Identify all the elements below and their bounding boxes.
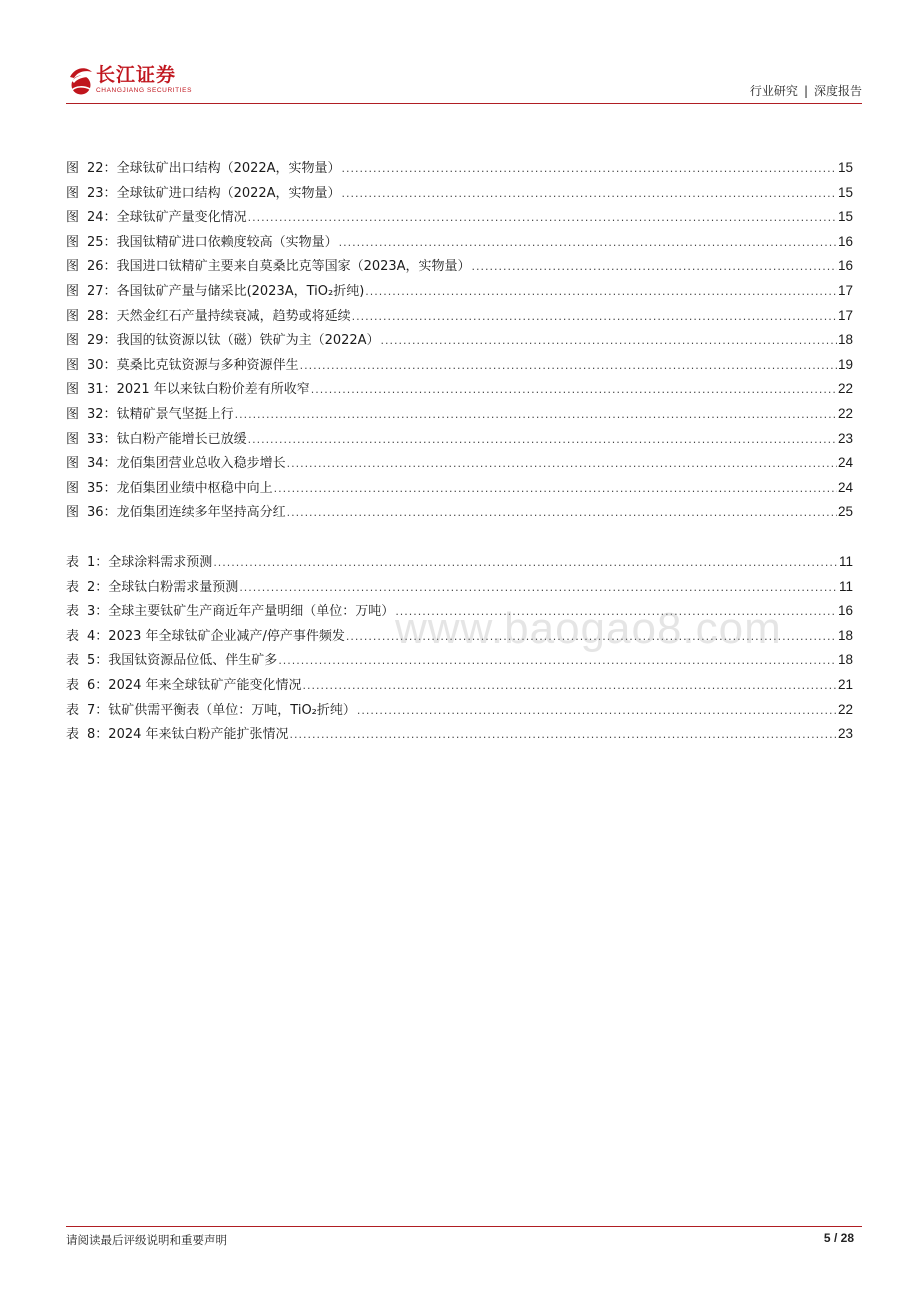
toc-entry-number: 6： [87,677,109,693]
toc-entry-page: 18 [837,652,853,668]
toc-entry-page: 16 [837,258,853,274]
toc-entry-kind: 图 [66,480,80,496]
page-header [66,60,862,104]
table-index-entry[interactable] [66,575,853,600]
figure-index-entry[interactable] [66,476,853,501]
toc-entry-kind: 图 [66,382,80,398]
toc-entry-page: 16 [837,603,853,619]
figure-index-entry[interactable] [66,254,853,279]
toc-leader-dots [342,157,837,182]
toc-leader-dots [290,723,837,748]
figure-index-entry[interactable] [66,353,853,378]
toc-entry-page: 17 [837,307,853,323]
toc-entry-number: 32： [87,406,117,422]
toc-entry-title: 全球涂料需求预测 [108,555,213,570]
toc-entry-kind: 表 [66,579,80,595]
toc-entry-title: 全球钛矿进口结构（2022A，实物量） [116,185,341,201]
toc-entry-page: 15 [837,160,853,175]
toc-entry-title: 2024 年来钛白粉产能扩张情况 [108,727,289,743]
toc-entry-label [66,206,247,231]
table-index-entry[interactable] [66,722,853,747]
toc-entry-number: 26： [87,259,117,275]
toc-leader-dots [248,428,837,453]
toc-entry-title: 我国钛资源品位低、伴生矿多 [108,653,278,669]
toc-entry-number: 5： [87,653,109,669]
table-index-entry[interactable] [66,550,853,575]
toc-entry-number: 34： [87,456,117,472]
toc-entry-page: 25 [837,504,853,520]
figure-index-entry[interactable] [66,402,853,427]
toc-entry-title: 钛矿供需平衡表（单位：万吨，TiO₂折纯） [108,702,356,718]
toc-entry-label [66,403,234,428]
toc-leader-dots [339,231,837,256]
toc-entry-page: 22 [837,381,853,397]
toc-entry-page: 23 [837,430,853,446]
company-name-cn: 长江证券 [96,64,177,86]
toc-leader-dots [239,576,838,601]
toc-entry-label [66,576,238,601]
page-total: 28 [840,1231,854,1245]
toc-entry-page: 22 [837,701,853,717]
toc-leader-dots [365,280,837,305]
toc-entry-kind: 图 [66,308,80,324]
toc-entry-title: 我国钛精矿进口依赖度较高（实物量） [116,234,338,250]
toc-entry-number: 1： [87,555,109,570]
toc-entry-label [66,182,341,207]
toc-entry-title: 各国钛矿产量与储采比(2023A，TiO₂折纯) [116,283,365,299]
toc-entry-label [66,354,299,379]
toc-entry-number: 35： [87,480,117,496]
toc-entry-title: 我国进口钛精矿主要来自莫桑比克等国家（2023A，实物量） [116,259,471,275]
toc-entry-title: 2023 年全球钛矿企业减产/停产事件频发 [108,628,345,644]
toc-entry-title: 我国的钛资源以钛（磁）铁矿为主（2022A） [116,333,380,349]
toc-leader-dots [472,255,837,280]
table-index-entry[interactable] [66,698,853,723]
page-current: 5 [823,1231,831,1245]
toc-entry-kind: 图 [66,456,80,472]
toc-entry-number: 8： [87,727,109,743]
report-category [750,82,862,99]
toc-entry-label [66,378,310,403]
toc-entry-kind: 表 [66,653,80,669]
toc-entry-page: 15 [837,184,853,200]
toc-entry-kind: 图 [66,333,80,349]
toc-entry-label [66,699,356,724]
toc-entry-kind: 表 [66,727,80,743]
toc-entry-kind: 图 [66,505,80,521]
toc-entry-kind: 表 [66,604,80,620]
figure-index-entry[interactable] [66,427,853,452]
toc-entry-page: 21 [837,676,853,692]
figure-index-list [66,156,853,525]
toc-entry-number: 2： [87,579,109,595]
toc-leader-dots [381,329,837,354]
figure-index-entry[interactable] [66,500,853,525]
toc-entry-number: 24： [87,210,117,226]
toc-entry-label [66,280,364,305]
toc-entry-title: 全球主要钛矿生产商近年产量明细（单位：万吨） [108,604,395,620]
table-index-entry[interactable] [66,673,853,698]
toc-leader-dots [213,551,838,576]
figure-index-entry[interactable] [66,279,853,304]
header-separator: | [803,84,808,98]
toc-entry-title: 2021 年以来钛白粉价差有所收窄 [116,382,310,398]
figure-index-entry[interactable] [66,328,853,353]
toc-leader-dots [342,182,837,207]
toc-entry-label [66,723,289,748]
company-logo [66,64,192,102]
figure-index-entry[interactable] [66,304,853,329]
watermark: www.baogao8.com [395,604,782,653]
toc-entry-label [66,329,380,354]
toc-entry-label [66,452,286,477]
toc-entry-kind: 图 [66,161,80,176]
figure-index-entry[interactable] [66,181,853,206]
toc-entry-page: 11 [838,554,853,569]
toc-entry-label [66,625,345,650]
toc-entry-kind: 图 [66,185,80,201]
toc-entry-label [66,428,247,453]
toc-entry-number: 30： [87,357,117,373]
toc-entry-title: 2024 年来全球钛矿产能变化情况 [108,677,302,693]
toc-entry-number: 27： [87,283,117,299]
toc-entry-title: 龙佰集团业绩中枢稳中向上 [116,480,273,496]
toc-entry-page: 17 [837,282,853,298]
toc-entry-page: 18 [837,332,853,348]
toc-entry-kind: 表 [66,555,80,570]
toc-entry-page: 16 [837,233,853,249]
toc-entry-label [66,477,273,502]
toc-entry-label [66,157,341,182]
toc-entry-title: 龙佰集团连续多年坚持高分红 [116,505,286,521]
toc-entry-label [66,600,394,625]
toc-entry-label [66,649,277,674]
toc-entry-kind: 图 [66,283,80,299]
company-name-en: CHANGJIANG SECURITIES [96,87,193,94]
toc-entry-page: 15 [837,209,853,225]
toc-entry-kind: 表 [66,677,80,693]
toc-entry-title: 钛精矿景气坚挺上行 [116,406,234,422]
logo-mark-icon [66,64,94,98]
toc-entry-title: 龙佰集团营业总收入稳步增长 [116,456,286,472]
toc-entry-number: 7： [87,702,109,718]
toc-leader-dots [287,452,837,477]
figure-index-entry[interactable] [66,205,853,230]
toc-entry-title: 天然金红石产量持续衰减，趋势或将延续 [116,308,351,324]
toc-entry-number: 22： [87,161,117,176]
toc-entry-title: 全球钛矿产量变化情况 [116,210,247,226]
toc-leader-dots [303,674,837,699]
toc-entry-label [66,305,351,330]
toc-entry-title: 莫桑比克钛资源与多种资源伴生 [116,357,299,373]
toc-entry-kind: 图 [66,357,80,373]
page-separator: / [833,1231,838,1245]
figure-index-entry[interactable] [66,451,853,476]
toc-entry-number: 29： [87,333,117,349]
toc-leader-dots [311,378,837,403]
toc-entry-kind: 图 [66,406,80,422]
toc-leader-dots [300,354,837,379]
toc-entry-number: 4： [87,628,109,644]
toc-entry-kind: 表 [66,702,80,718]
toc-entry-kind: 图 [66,431,80,447]
toc-entry-title: 钛白粉产能增长已放缓 [116,431,247,447]
footer-divider [66,1226,862,1227]
toc-entry-number: 23： [87,185,117,201]
toc-entry-page: 24 [837,455,853,471]
toc-entry-label [66,231,338,256]
toc-leader-dots [235,403,837,428]
report-type-label: 深度报告 [813,84,862,98]
toc-entry-number: 25： [87,234,117,250]
toc-entry-label [66,255,471,280]
header-divider [66,103,862,104]
toc-entry-number: 3： [87,604,109,620]
toc-entry-number: 33： [87,431,117,447]
figure-index-entry[interactable] [66,377,853,402]
toc-leader-dots [287,501,837,526]
toc-entry-page: 18 [837,627,853,643]
toc-entry-kind: 表 [66,628,80,644]
toc-entry-page: 23 [837,726,853,742]
toc-leader-dots [352,305,837,330]
toc-entry-title: 全球钛矿出口结构（2022A，实物量） [116,161,341,176]
figure-index-entry[interactable] [66,156,853,181]
toc-entry-number: 31： [87,382,117,398]
toc-leader-dots [274,477,837,502]
toc-entry-kind: 图 [66,259,80,275]
toc-entry-page: 22 [837,405,853,421]
page-number [824,1231,854,1245]
toc-entry-label [66,501,286,526]
disclaimer-note: 请阅读最后评级说明和重要声明 [66,1233,227,1247]
toc-entry-page: 11 [838,578,853,594]
toc-entry-number: 28： [87,308,117,324]
toc-entry-page: 19 [837,356,853,372]
toc-entry-kind: 图 [66,210,80,226]
category-label: 行业研究 [749,84,798,98]
figure-index-entry[interactable] [66,230,853,255]
toc-leader-dots [248,206,837,231]
toc-entry-kind: 图 [66,234,80,250]
toc-entry-page: 24 [837,479,853,495]
toc-entry-number: 36： [87,505,117,521]
toc-entry-label [66,551,212,576]
toc-entry-label [66,674,302,699]
toc-leader-dots [357,699,837,724]
toc-entry-title: 全球钛白粉需求量预测 [108,579,239,595]
